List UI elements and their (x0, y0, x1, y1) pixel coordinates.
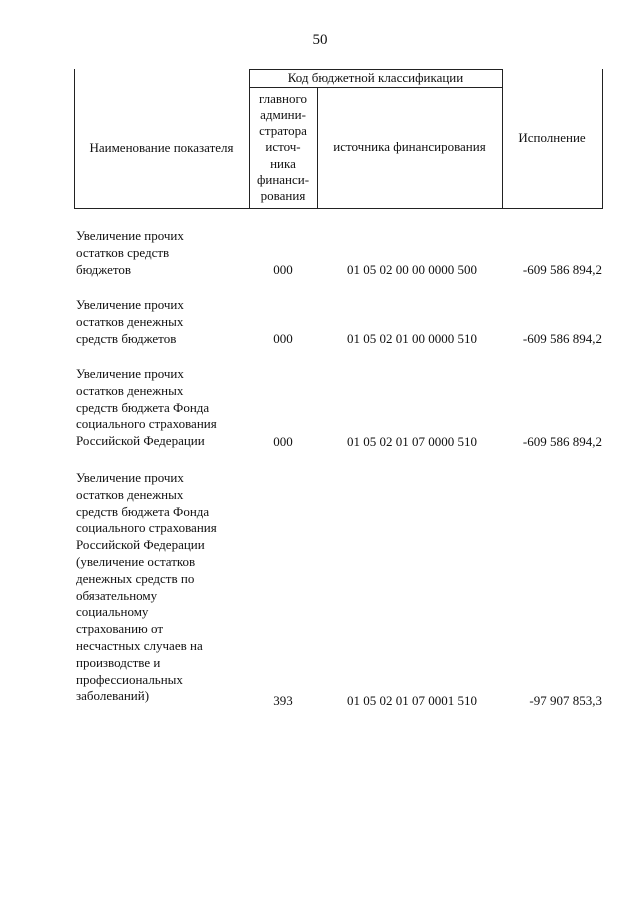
table-row (0, 470, 640, 710)
column-header-execution: Исполнение (518, 130, 586, 146)
row-execution: -609 586 894,2 (522, 331, 602, 347)
row-execution: -609 586 894,2 (522, 262, 602, 278)
row-name: Увеличение прочих остатков денежных средств бюджета Фонда социального страхования Российской Федерации (увеличение остатков денежных средств по обязательному социальному страхованию от несчастных случаев на производстве и профессиональных заболеваний) (76, 470, 217, 704)
table-row (0, 366, 640, 451)
admin-header-line: админи- (260, 106, 306, 122)
admin-header-line: стратора (259, 123, 307, 139)
column-header-source: источника финансирования (333, 139, 486, 155)
row-name: Увеличение прочих остатков денежных средств бюджета Фонда социального страхования Российской Федерации (76, 366, 217, 449)
row-execution: -97 907 853,3 (529, 693, 602, 709)
page-number: 50 (312, 32, 328, 48)
row-source-code: 01 05 02 00 00 0000 500 (347, 262, 477, 278)
row-source-code: 01 05 02 01 07 0001 510 (347, 693, 477, 709)
header-bottom-border (74, 208, 602, 209)
row-admin-code: 000 (273, 262, 293, 278)
row-source-code: 01 05 02 01 00 0000 510 (347, 331, 477, 347)
row-execution: -609 586 894,2 (522, 434, 602, 450)
admin-header-line: финанси- (256, 171, 310, 187)
row-name: Увеличение прочих остатков средств бюджетов (76, 228, 184, 277)
row-name: Увеличение прочих остатков денежных средств бюджетов (76, 297, 184, 346)
admin-header-line: главного (258, 90, 308, 106)
table-row (0, 297, 640, 348)
row-source-code: 01 05 02 01 07 0000 510 (347, 434, 477, 450)
table-header (0, 0, 640, 210)
column-header-name: Наименование показателя (89, 139, 234, 155)
row-admin-code: 000 (273, 434, 293, 450)
header-right-border (602, 69, 603, 209)
table-row (0, 228, 640, 279)
row-admin-code: 000 (273, 331, 293, 347)
column-group-header-code: Код бюджетной классификации (287, 70, 464, 85)
column-header-admin (249, 87, 317, 208)
admin-header-line: рования (260, 188, 306, 203)
admin-header-line: ника (270, 155, 296, 171)
row-admin-code: 393 (273, 693, 293, 709)
admin-header-line: источ- (265, 139, 301, 155)
